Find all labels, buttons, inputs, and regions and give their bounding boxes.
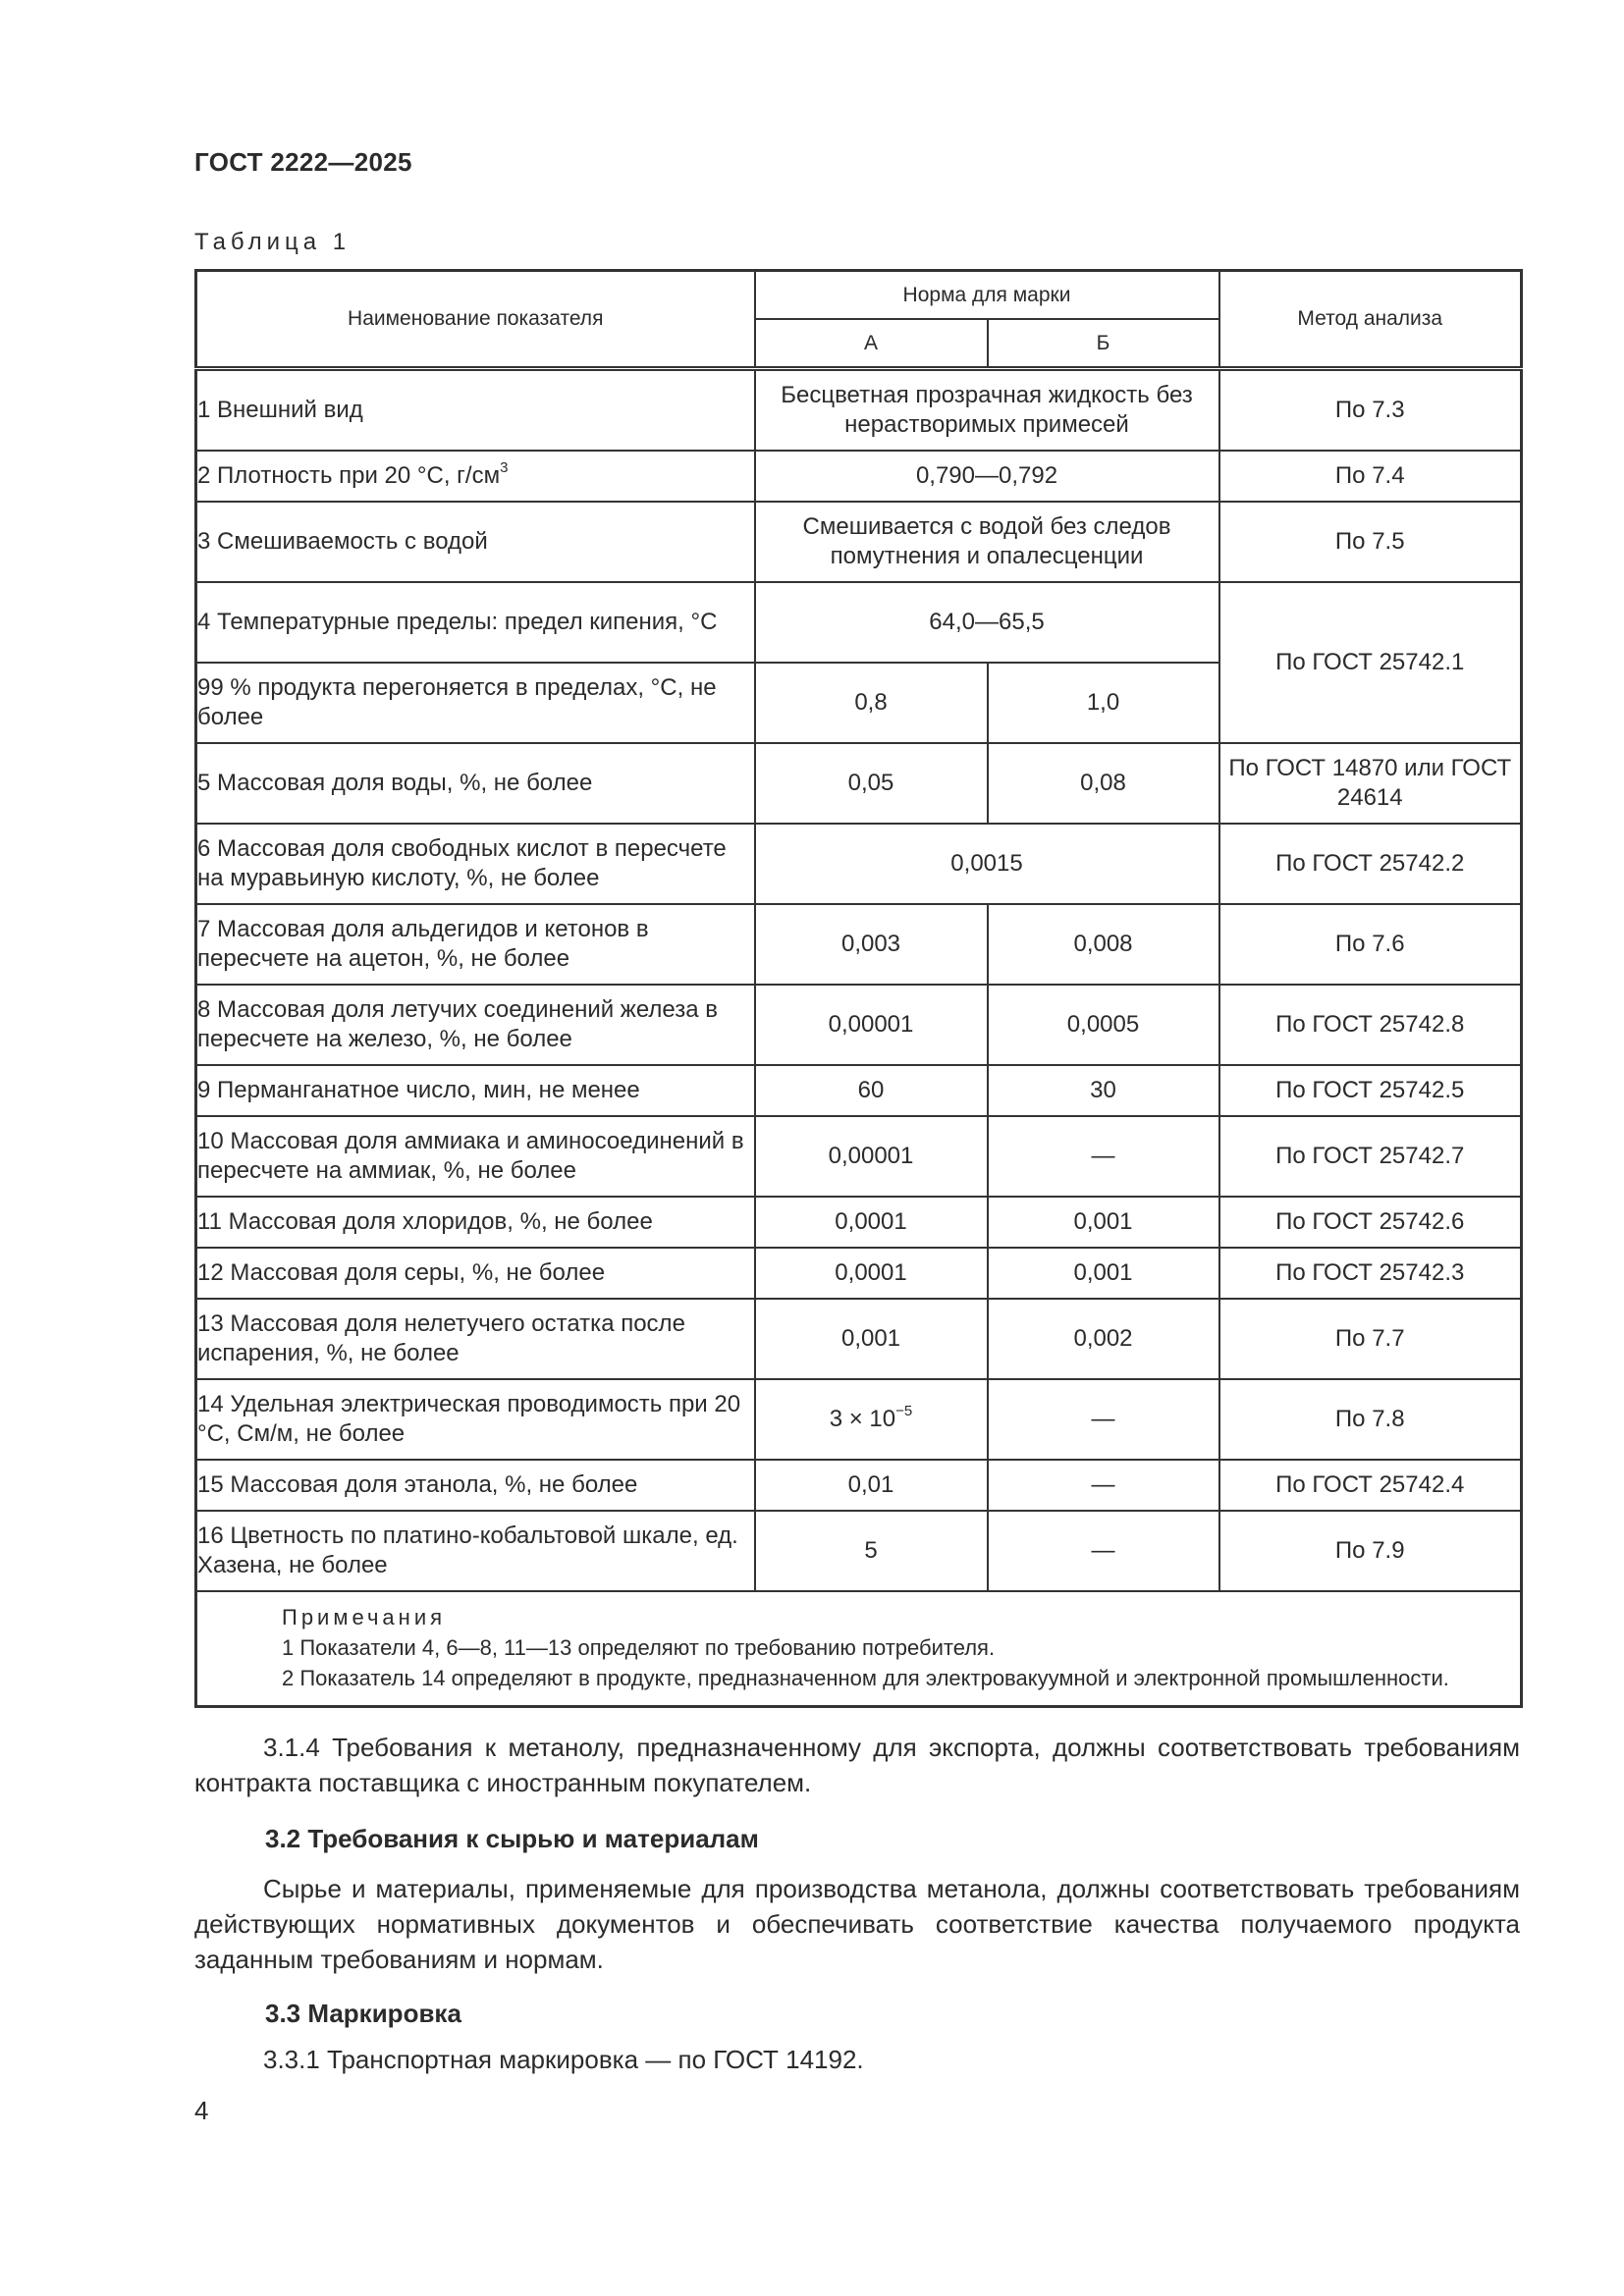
grade-b-value: —	[988, 1116, 1219, 1197]
indicator-name: 1 Внешний вид	[196, 369, 755, 452]
table-row	[196, 1065, 1522, 1116]
table-row	[196, 1116, 1522, 1197]
grade-a-value: 0,00001	[755, 985, 988, 1065]
table-notes-row	[196, 1591, 1522, 1707]
indicator-name: 10 Массовая доля аммиака и аминосоединений в пересчете на аммиак, %, не более	[196, 1116, 755, 1197]
method-value: По 7.5	[1219, 502, 1522, 582]
specification-table	[194, 269, 1523, 1708]
indicator-name: 9 Перманганатное число, мин, не менее	[196, 1065, 755, 1116]
grade-a-value: 0,01	[755, 1460, 988, 1511]
paragraph-3-3-1	[194, 2042, 1520, 2077]
note-item: 2 Показатель 14 определяют в продукте, предназначенном для электровакуумной и электронной промышленности.	[282, 1666, 1449, 1690]
note-item: 1 Показатели 4, 6—8, 11—13 определяют по требованию потребителя.	[282, 1635, 996, 1660]
table-row	[196, 904, 1522, 985]
grade-a-value: 0,0001	[755, 1197, 988, 1248]
norm-value-merged: 0,0015	[755, 824, 1219, 904]
indicator-name-text: 2 Плотность при 20 °С, г/см	[197, 462, 501, 489]
grade-a-value: 0,0001	[755, 1248, 988, 1299]
table-row	[196, 824, 1522, 904]
table-caption: Таблица 1	[194, 229, 352, 255]
superscript: −5	[895, 1403, 913, 1419]
grade-a-value: 0,8	[755, 663, 988, 743]
grade-a-value	[755, 1379, 988, 1460]
grade-b-value: 0,08	[988, 743, 1219, 824]
header-method: Метод анализа	[1219, 271, 1522, 369]
section-heading-3-2: 3.2 Требования к сырью и материалам	[265, 1824, 759, 1853]
table-row	[196, 1460, 1522, 1511]
indicator-name: 99 % продукта перегоняется в пределах, °С, не более	[196, 663, 755, 743]
grade-b-value: 0,001	[988, 1248, 1219, 1299]
header-grade-a: А	[755, 319, 988, 369]
table-row	[196, 1248, 1522, 1299]
header-norm-group: Норма для марки	[755, 271, 1219, 320]
table-row	[196, 502, 1522, 582]
table-notes	[196, 1591, 1522, 1707]
method-value: По ГОСТ 25742.1	[1219, 582, 1522, 743]
grade-b-value: —	[988, 1460, 1219, 1511]
grade-b-value: 30	[988, 1065, 1219, 1116]
paragraph-3-2	[194, 1871, 1520, 1977]
table-row	[196, 451, 1522, 502]
method-value: По 7.4	[1219, 451, 1522, 502]
method-value: По 7.9	[1219, 1511, 1522, 1591]
grade-b-value: 0,001	[988, 1197, 1219, 1248]
method-value: По 7.8	[1219, 1379, 1522, 1460]
grade-a-value: 0,001	[755, 1299, 988, 1379]
grade-b-value: 0,008	[988, 904, 1219, 985]
notes-title: Примечания	[282, 1605, 447, 1629]
grade-a-value: 0,00001	[755, 1116, 988, 1197]
grade-b-value: 1,0	[988, 663, 1219, 743]
paragraph-3-1-4	[194, 1730, 1520, 1800]
indicator-name: 4 Температурные пределы: предел кипения, °С	[196, 582, 755, 663]
grade-b-value: —	[988, 1511, 1219, 1591]
indicator-name: 5 Массовая доля воды, %, не более	[196, 743, 755, 824]
indicator-name: 8 Массовая доля летучих соединений железа в пересчете на железо, %, не более	[196, 985, 755, 1065]
table-row	[196, 1299, 1522, 1379]
page-number: 4	[194, 2096, 209, 2125]
grade-b-value: 0,0005	[988, 985, 1219, 1065]
paragraph-text: Сырье и материалы, применяемые для производства метанола, должны соответствовать требованиям действующих нормативных документов и обеспечивать соответствие качества получаемого продукта заданным требованиям и нормам.	[194, 1874, 1520, 1974]
method-value: По 7.3	[1219, 369, 1522, 452]
method-value: По ГОСТ 25742.5	[1219, 1065, 1522, 1116]
indicator-name: 6 Массовая доля свободных кислот в пересчете на муравьиную кислоту, %, не более	[196, 824, 755, 904]
header-indicator-name: Наименование показателя	[196, 271, 755, 369]
paragraph-text: 3.3.1 Транспортная маркировка — по ГОСТ 14192.	[263, 2045, 864, 2074]
grade-a-value: 0,05	[755, 743, 988, 824]
table-row	[196, 743, 1522, 824]
norm-value-merged: Смешивается с водой без следов помутнения и опалесценции	[755, 502, 1219, 582]
document-code-header: ГОСТ 2222—2025	[194, 147, 412, 177]
table-row	[196, 369, 1522, 452]
method-value: По 7.7	[1219, 1299, 1522, 1379]
header-grade-b: Б	[988, 319, 1219, 369]
table-row	[196, 985, 1522, 1065]
grade-b-value: 0,002	[988, 1299, 1219, 1379]
indicator-name: 11 Массовая доля хлоридов, %, не более	[196, 1197, 755, 1248]
grade-b-value: —	[988, 1379, 1219, 1460]
grade-a-value: 5	[755, 1511, 988, 1591]
grade-a-value-text: 3 × 10	[829, 1406, 896, 1432]
norm-value-merged: Бесцветная прозрачная жидкость без нерастворимых примесей	[755, 369, 1219, 452]
method-value: По ГОСТ 25742.8	[1219, 985, 1522, 1065]
indicator-name: 16 Цветность по платино-кобальтовой шкале, ед. Хазена, не более	[196, 1511, 755, 1591]
indicator-name: 14 Удельная электрическая проводимость при 20 °С, См/м, не более	[196, 1379, 755, 1460]
method-value: По ГОСТ 14870 или ГОСТ 24614	[1219, 743, 1522, 824]
table-row	[196, 582, 1522, 663]
method-value: По ГОСТ 25742.3	[1219, 1248, 1522, 1299]
paragraph-text: 3.1.4 Требования к метанолу, предназначенному для экспорта, должны соответствовать требованиям контракта поставщика с иностранным покупателем.	[194, 1733, 1520, 1797]
norm-value-merged: 0,790—0,792	[755, 451, 1219, 502]
indicator-name: 15 Массовая доля этанола, %, не более	[196, 1460, 755, 1511]
indicator-name: 12 Массовая доля серы, %, не более	[196, 1248, 755, 1299]
table-row	[196, 1511, 1522, 1591]
indicator-name: 3 Смешиваемость с водой	[196, 502, 755, 582]
indicator-name: 7 Массовая доля альдегидов и кетонов в пересчете на ацетон, %, не более	[196, 904, 755, 985]
indicator-name	[196, 451, 755, 502]
norm-value-merged: 64,0—65,5	[755, 582, 1219, 663]
table-row	[196, 1197, 1522, 1248]
method-value: По ГОСТ 25742.6	[1219, 1197, 1522, 1248]
method-value: По ГОСТ 25742.7	[1219, 1116, 1522, 1197]
method-value: По 7.6	[1219, 904, 1522, 985]
grade-a-value: 60	[755, 1065, 988, 1116]
superscript: 3	[500, 459, 509, 476]
grade-a-value: 0,003	[755, 904, 988, 985]
method-value: По ГОСТ 25742.2	[1219, 824, 1522, 904]
section-heading-3-3: 3.3 Маркировка	[265, 1999, 461, 2028]
table-row	[196, 1379, 1522, 1460]
indicator-name: 13 Массовая доля нелетучего остатка после испарения, %, не более	[196, 1299, 755, 1379]
method-value: По ГОСТ 25742.4	[1219, 1460, 1522, 1511]
